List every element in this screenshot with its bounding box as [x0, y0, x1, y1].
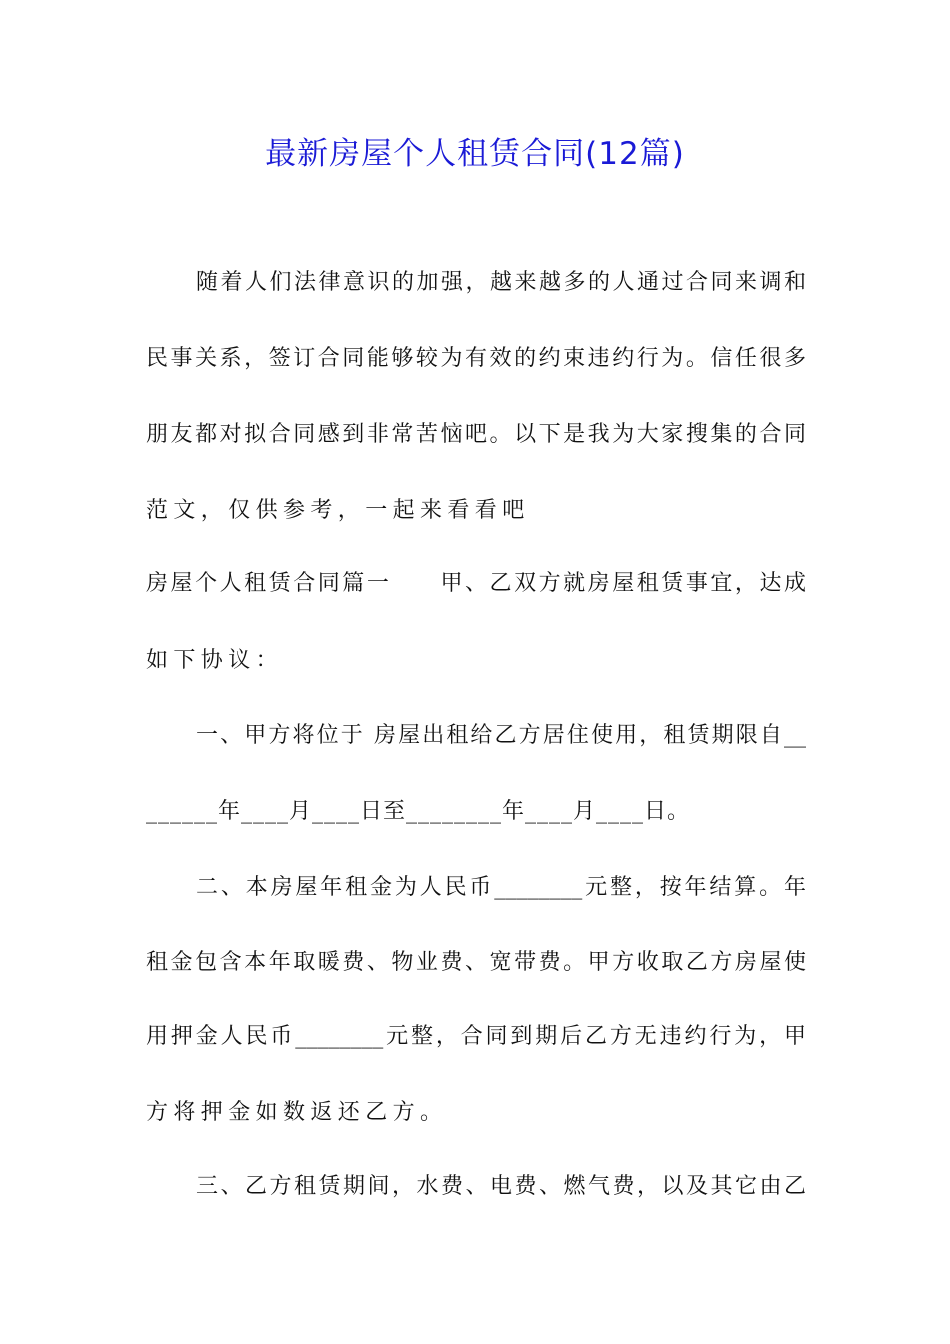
paragraph-line: 民事关系，签订合同能够较为有效的约束违约行为。信任很多 [146, 346, 806, 371]
paragraph-line: 范文，仅供参考，一起来看看吧 [146, 498, 530, 523]
section-heading-line: 房屋个人租赁合同篇一 甲、乙双方就房屋租赁事宜，达成 [146, 571, 806, 596]
paragraph-line: 朋友都对拟合同感到非常苦恼吧。以下是我为大家搜集的合同 [146, 422, 806, 447]
clause-line: 用押金人民币________元整，合同到期后乙方无违约行为，甲 [146, 1024, 806, 1049]
clause-line: 租金包含本年取暖费、物业费、宽带费。甲方收取乙方房屋使 [146, 950, 806, 975]
document-title: 最新房屋个人租赁合同(12篇) [265, 136, 685, 172]
clause-line: 方将押金如数返还乙方。 [146, 1100, 448, 1125]
clause-line: 一、甲方将位于 房屋出租给乙方居住使用，租赁期限自__ [196, 723, 806, 748]
clause-line: ______年____月____日至________年____月____日。 [146, 799, 691, 824]
clause-line: 三、乙方租赁期间，水费、电费、燃气费，以及其它由乙 [196, 1174, 806, 1199]
clause-line: 二、本房屋年租金为人民币________元整，按年结算。年 [196, 875, 806, 900]
paragraph-line: 随着人们法律意识的加强，越来越多的人通过合同来调和 [196, 270, 806, 295]
paragraph-line: 如下协议： [146, 648, 284, 673]
